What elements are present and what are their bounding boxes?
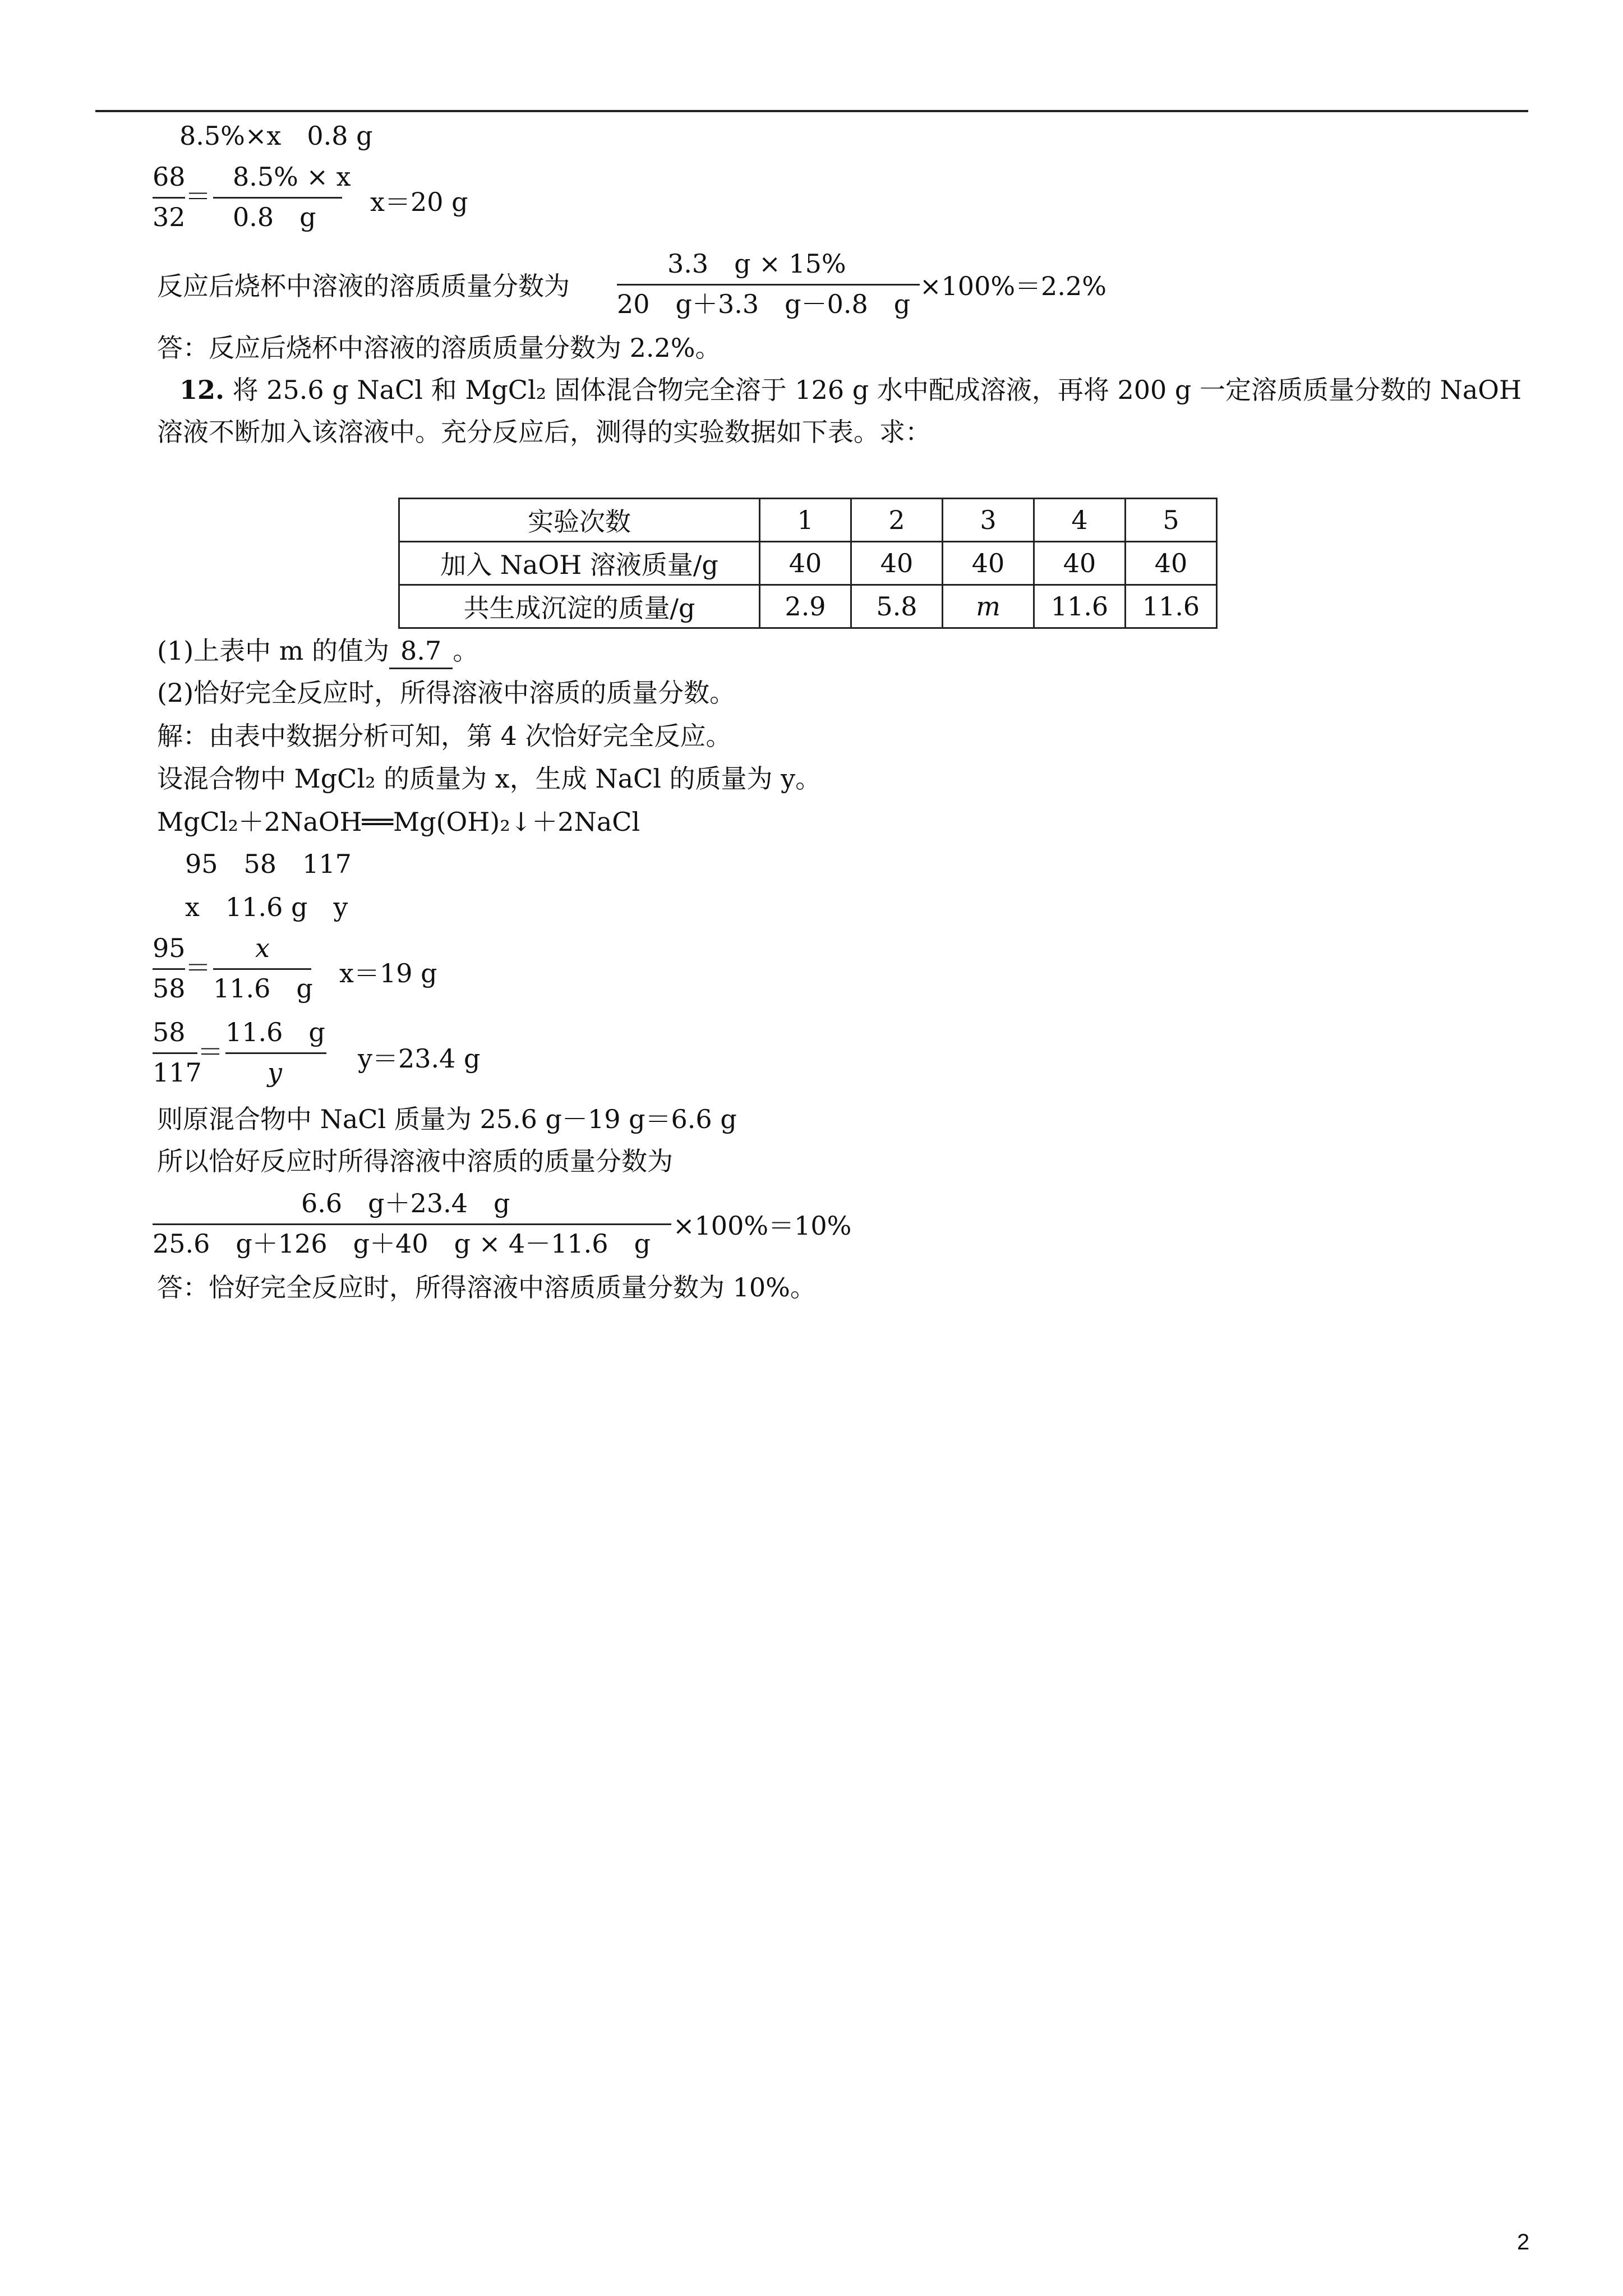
- table-row: [399, 585, 1217, 628]
- numerator: 8.5% × x: [233, 162, 351, 192]
- sub-question-1: [157, 634, 478, 669]
- experiment-table: [398, 498, 1218, 629]
- table-cell: 1: [760, 499, 851, 542]
- solution-line: 则原混合物中 NaCl 质量为 25.6 g－19 g＝6.6 g: [157, 1104, 737, 1134]
- equals-sign: ＝: [197, 1037, 223, 1067]
- question-text: [179, 373, 1521, 407]
- table-cell: 40: [851, 542, 943, 585]
- numerator: 95: [153, 933, 186, 963]
- denominator: 11.6 g: [213, 973, 313, 1004]
- denominator: 25.6 g＋126 g＋40 g × 4－11.6 g: [153, 1228, 651, 1259]
- denominator: 58: [153, 973, 186, 1004]
- denominator: 32: [153, 202, 186, 232]
- question-text-cont: 溶液不断加入该溶液中。充分反应后，测得的实验数据如下表。求：: [157, 417, 931, 447]
- result-percent: ×100%＝10%: [673, 1211, 852, 1241]
- table-cell: 加入 NaOH 溶液质量/g: [399, 542, 760, 585]
- table-cell: 共生成沉淀的质量/g: [399, 585, 760, 628]
- numerator: x: [255, 933, 270, 963]
- solution-line: 所以恰好反应时所得溶液中溶质的质量分数为: [157, 1146, 673, 1176]
- numerator: 68: [153, 162, 186, 192]
- numerator: 3.3 g × 15%: [667, 249, 846, 279]
- answer-blank: 8.7: [389, 634, 453, 669]
- page-number: 2: [1517, 2230, 1530, 2254]
- table-cell: 11.6: [1034, 585, 1126, 628]
- fraction-bar: [213, 968, 311, 970]
- solution-line: 解：由表中数据分析可知，第 4 次恰好完全反应。: [157, 721, 732, 751]
- table-row: [399, 542, 1217, 585]
- mass-line: x 11.6 g y: [185, 892, 348, 922]
- denominator: 117: [153, 1057, 202, 1088]
- molar-mass-line: 95 58 117: [185, 849, 352, 879]
- table-row: [399, 499, 1217, 542]
- result-y: y＝23.4 g: [358, 1043, 481, 1074]
- result-percent: ×100%＝2.2%: [920, 271, 1106, 301]
- table-cell: 40: [760, 542, 851, 585]
- answer-line: 答：恰好完全反应时，所得溶液中溶质质量分数为 10%。: [157, 1272, 816, 1303]
- table-cell: m: [943, 585, 1034, 628]
- fraction-bar: [153, 197, 185, 199]
- denominator: 0.8 g: [233, 202, 316, 232]
- table-cell: 2.9: [760, 585, 851, 628]
- question-number: 12.: [179, 375, 225, 405]
- equals-sign: ＝: [185, 953, 211, 983]
- header-rule: [95, 110, 1528, 112]
- table-cell: 40: [943, 542, 1034, 585]
- fraction-bar: [153, 1052, 197, 1054]
- table-cell: 2: [851, 499, 943, 542]
- table-cell: 5.8: [851, 585, 943, 628]
- result-x: x＝20 g: [370, 187, 468, 217]
- fraction-bar: [213, 197, 342, 199]
- solution-line: 设混合物中 MgCl₂ 的质量为 x，生成 NaCl 的质量为 y。: [157, 763, 822, 794]
- text-line: 反应后烧杯中溶液的溶质质量分数为: [157, 271, 570, 301]
- denominator: 20 g＋3.3 g－0.8 g: [617, 289, 911, 319]
- result-x: x＝19 g: [339, 958, 437, 988]
- calc-line: 8.5%×x 0.8 g: [179, 121, 373, 151]
- question-stem: 将 25.6 g NaCl 和 MgCl₂ 固体混合物完全溶于 126 g 水中配成溶液，再将 200 g 一定溶质质量分数的 NaOH: [232, 375, 1522, 405]
- sub-question-1-end: 。: [453, 636, 479, 666]
- table-cell: 3: [943, 499, 1034, 542]
- chemical-equation: MgCl₂＋2NaOH══Mg(OH)₂↓＋2NaCl: [157, 807, 640, 837]
- numerator: 11.6 g: [225, 1017, 325, 1047]
- table-cell: 40: [1126, 542, 1217, 585]
- fraction-bar: [153, 1223, 671, 1225]
- fraction-bar: [225, 1052, 326, 1054]
- numerator: 6.6 g＋23.4 g: [301, 1188, 510, 1218]
- fraction-bar: [153, 968, 185, 970]
- table-cell: 5: [1126, 499, 1217, 542]
- answer-line: 答：反应后烧杯中溶液的溶质质量分数为 2.2%。: [157, 333, 721, 363]
- sub-question-1-text: (1)上表中 m 的值为: [157, 636, 390, 666]
- table-cell: 4: [1034, 499, 1126, 542]
- table-cell: 40: [1034, 542, 1126, 585]
- table-cell: 实验次数: [399, 499, 760, 542]
- sub-question-2: (2)恰好完全反应时，所得溶液中溶质的质量分数。: [157, 678, 736, 708]
- denominator: y: [268, 1057, 282, 1088]
- table-cell: 11.6: [1126, 585, 1217, 628]
- equals-sign: ＝: [185, 181, 211, 211]
- numerator: 58: [153, 1017, 186, 1047]
- fraction-bar: [617, 284, 920, 286]
